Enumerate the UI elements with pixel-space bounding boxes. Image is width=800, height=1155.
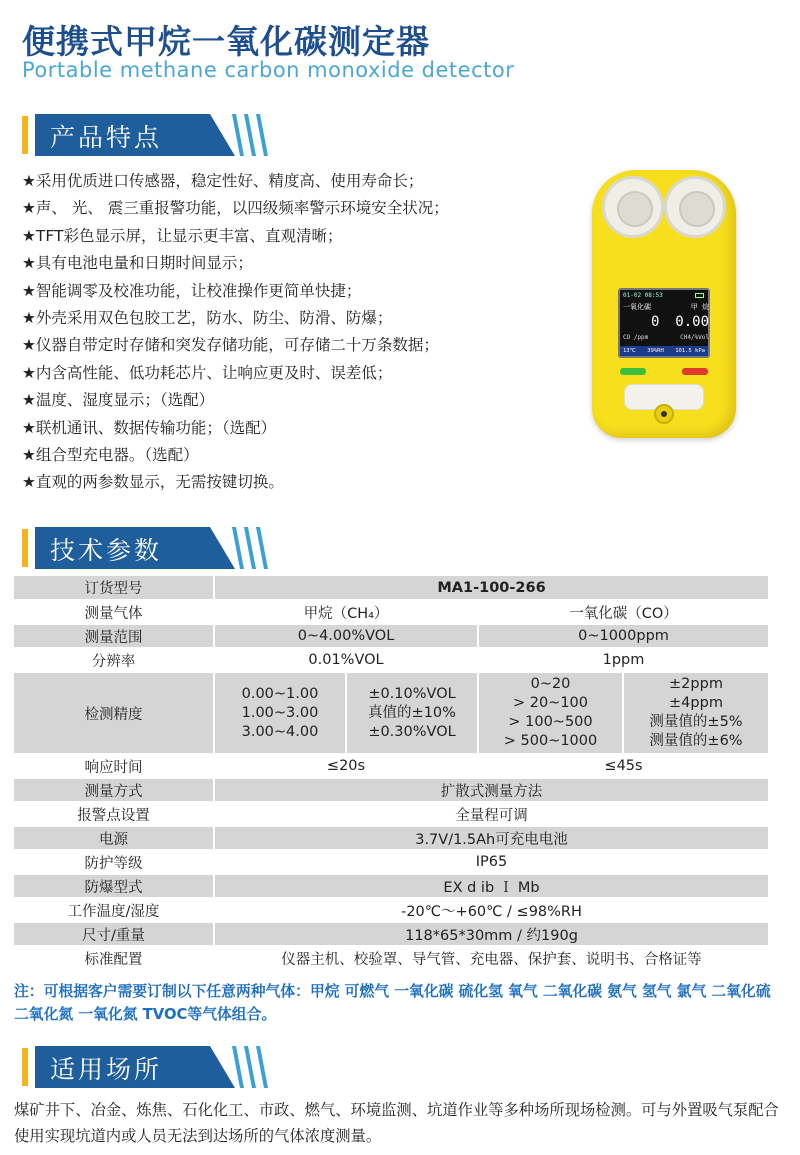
screen-unit: CO /ppm: [623, 334, 649, 341]
section-title: 适用场所: [50, 1055, 163, 1084]
accuracy-cell: [346, 672, 478, 754]
stripe-decoration: [232, 1046, 244, 1088]
device-screen: [618, 288, 710, 358]
section-header-specs: [22, 527, 342, 569]
section-accent-bar: [22, 116, 28, 154]
spec-value: 0~4.00%VOL: [214, 624, 478, 648]
table-row: [14, 802, 768, 826]
spec-table: [14, 576, 768, 971]
sensor-cap-icon: [602, 176, 664, 238]
spec-key: 检测精度: [14, 672, 214, 754]
section-title: 技术参数: [50, 536, 163, 565]
screen-unit: CH4/%Vol: [680, 334, 709, 341]
spec-key: 防护等级: [14, 850, 214, 874]
spec-value: 0~20: [530, 676, 571, 692]
stripe-decoration: [244, 527, 256, 569]
list-item: ★联机通讯、数据传输功能；（选配）: [22, 418, 277, 437]
device-red-button: [682, 368, 708, 375]
spec-value: 全量程可调: [214, 802, 768, 826]
stripe-decoration: [232, 527, 244, 569]
spec-key: 尺寸/重量: [14, 922, 214, 946]
spec-value: ≤45s: [478, 754, 768, 778]
spec-value: > 500~1000: [503, 733, 598, 749]
spec-key: 报警点设置: [14, 802, 214, 826]
spec-value: > 100~500: [508, 714, 593, 730]
spec-key: 工作温度/湿度: [14, 898, 214, 922]
screen-value: 0: [651, 314, 660, 330]
section-header-features: [22, 114, 342, 156]
stripe-decoration: [244, 1046, 256, 1088]
table-row: [14, 600, 768, 624]
feature-list: [22, 168, 582, 497]
spec-value: ±4ppm: [669, 695, 723, 711]
spec-key: 响应时间: [14, 754, 214, 778]
spec-value: ±0.10%VOL: [368, 685, 456, 702]
table-row: [14, 624, 768, 648]
table-row: [14, 648, 768, 672]
spec-value: 测量值的±6%: [649, 733, 743, 749]
stripe-decoration: [256, 114, 268, 156]
table-row: [14, 826, 768, 850]
table-row: [14, 922, 768, 946]
spec-value: ±2ppm: [669, 676, 723, 692]
accuracy-cell: [214, 672, 346, 754]
spec-value: ≤20s: [214, 754, 478, 778]
spec-key: 分辨率: [14, 648, 214, 672]
table-row: [14, 672, 768, 754]
stripe-decoration: [256, 527, 268, 569]
screen-gas-name: 一氧化碳: [623, 303, 651, 311]
section-header-usage: [22, 1046, 342, 1088]
screen-humidity: 39%RH: [647, 348, 664, 354]
table-row: [14, 946, 768, 970]
spec-value: IP65: [214, 850, 768, 874]
table-row: [14, 874, 768, 898]
sensor-cap-icon: [664, 176, 726, 238]
spec-value: 3.00~4.00: [241, 723, 319, 740]
spec-value: 扩散式测量方法: [214, 778, 768, 802]
spec-value: MA1-100-266: [214, 576, 768, 600]
page-title: 便携式甲烷一氧化碳测定器: [22, 22, 430, 61]
spec-value: 测量值的±5%: [649, 714, 743, 730]
spec-value: 1ppm: [478, 648, 768, 672]
spec-value: > 20~100: [512, 695, 589, 711]
spec-key: 标准配置: [14, 946, 214, 970]
screen-temp: 13℃: [623, 348, 636, 354]
list-item: ★仪器自带定时存储和突发存储功能，可存储二十万条数据；: [22, 336, 439, 355]
accuracy-cell: [623, 672, 768, 754]
spec-value: 0.01%VOL: [214, 648, 478, 672]
battery-icon: [695, 293, 704, 298]
list-item: ★内含高性能、低功耗芯片、让响应更及时、误差低；: [22, 363, 393, 382]
list-item: ★温度、湿度显示；（选配）: [22, 391, 215, 410]
stripe-decoration: [244, 114, 256, 156]
table-row: [14, 850, 768, 874]
list-item: ★外壳采用双色包胶工艺，防水、防尘、防滑、防爆；: [22, 309, 393, 328]
spec-value: 0~1000ppm: [478, 624, 768, 648]
spec-key: 防爆型式: [14, 874, 214, 898]
spec-key: 电源: [14, 826, 214, 850]
device-image: [588, 170, 740, 440]
spec-value: -20℃～+60℃ / ≤98%RH: [214, 898, 768, 922]
spec-value: 甲烷（CH₄）: [214, 600, 478, 624]
spec-key: 测量范围: [14, 624, 214, 648]
spec-value: 一氧化碳（CO）: [478, 600, 768, 624]
screen-datetime: 01-02 08:53: [623, 292, 663, 299]
stripe-decoration: [232, 114, 244, 156]
page-subtitle: Portable methane carbon monoxide detector: [22, 58, 515, 82]
table-row: [14, 778, 768, 802]
spec-value: 1.00~3.00: [241, 704, 319, 721]
usage-text: 煤矿井下、冶金、炼焦、石化化工、市政、燃气、环境监测、坑道作业等多种场所现场检测。可与外置吸气泵配合使用实现坑道内或人员无法到达场所的气体浓度测量。: [14, 1101, 779, 1145]
spec-value: 3.7V/1.5Ah可充电电池: [214, 826, 768, 850]
custom-gas-note: 注：可根据客户需要订制以下任意两种气体：甲烷 可燃气 一氧化碳 硫化氢 氧气 二氧化碳 氨气 氢气 氯气 二氧化硫 二氧化氮 一氧化氮 TVOC等气体组合。: [14, 983, 771, 1023]
screen-gas-name: 甲 烷: [690, 303, 709, 311]
spec-value: 真值的±10%: [368, 704, 456, 721]
screen-value: 0.00: [675, 314, 709, 330]
list-item: ★直观的两参数显示，无需按键切换。: [22, 473, 284, 492]
spec-value: EX d ib Ｉ Mb: [214, 874, 768, 898]
table-row: [14, 754, 768, 778]
list-item: ★TFT彩色显示屏，让显示更丰富、直观清晰；: [22, 226, 343, 245]
alarm-light-icon: [654, 404, 674, 424]
spec-value: 仪器主机、校验罩、导气管、充电器、保护套、说明书、合格证等: [214, 946, 768, 970]
spec-value: 118*65*30mm / 约190g: [214, 922, 768, 946]
spec-value: ±0.30%VOL: [368, 723, 456, 740]
spec-key: 测量气体: [14, 600, 214, 624]
table-row: [14, 898, 768, 922]
spec-value: 0.00~1.00: [241, 685, 319, 702]
list-item: ★采用优质进口传感器，稳定性好、精度高、使用寿命长；: [22, 172, 424, 190]
list-item: ★声、 光、 震三重报警功能，以四级频率警示环境安全状况；: [22, 199, 449, 218]
table-row: [14, 576, 768, 600]
list-item: ★组合型充电器。（选配）: [22, 446, 199, 465]
spec-key: 订货型号: [14, 576, 214, 600]
device-green-button: [620, 368, 646, 375]
section-accent-bar: [22, 529, 28, 567]
list-item: ★智能调零及校准功能，让校准操作更简单快捷；: [22, 281, 362, 300]
section-title: 产品特点: [50, 123, 163, 152]
list-item: ★具有电池电量和日期时间显示；: [22, 254, 253, 273]
section-accent-bar: [22, 1048, 28, 1086]
accuracy-cell: [478, 672, 623, 754]
stripe-decoration: [256, 1046, 268, 1088]
spec-key: 测量方式: [14, 778, 214, 802]
screen-pressure: 101.5 kPa: [675, 348, 705, 354]
